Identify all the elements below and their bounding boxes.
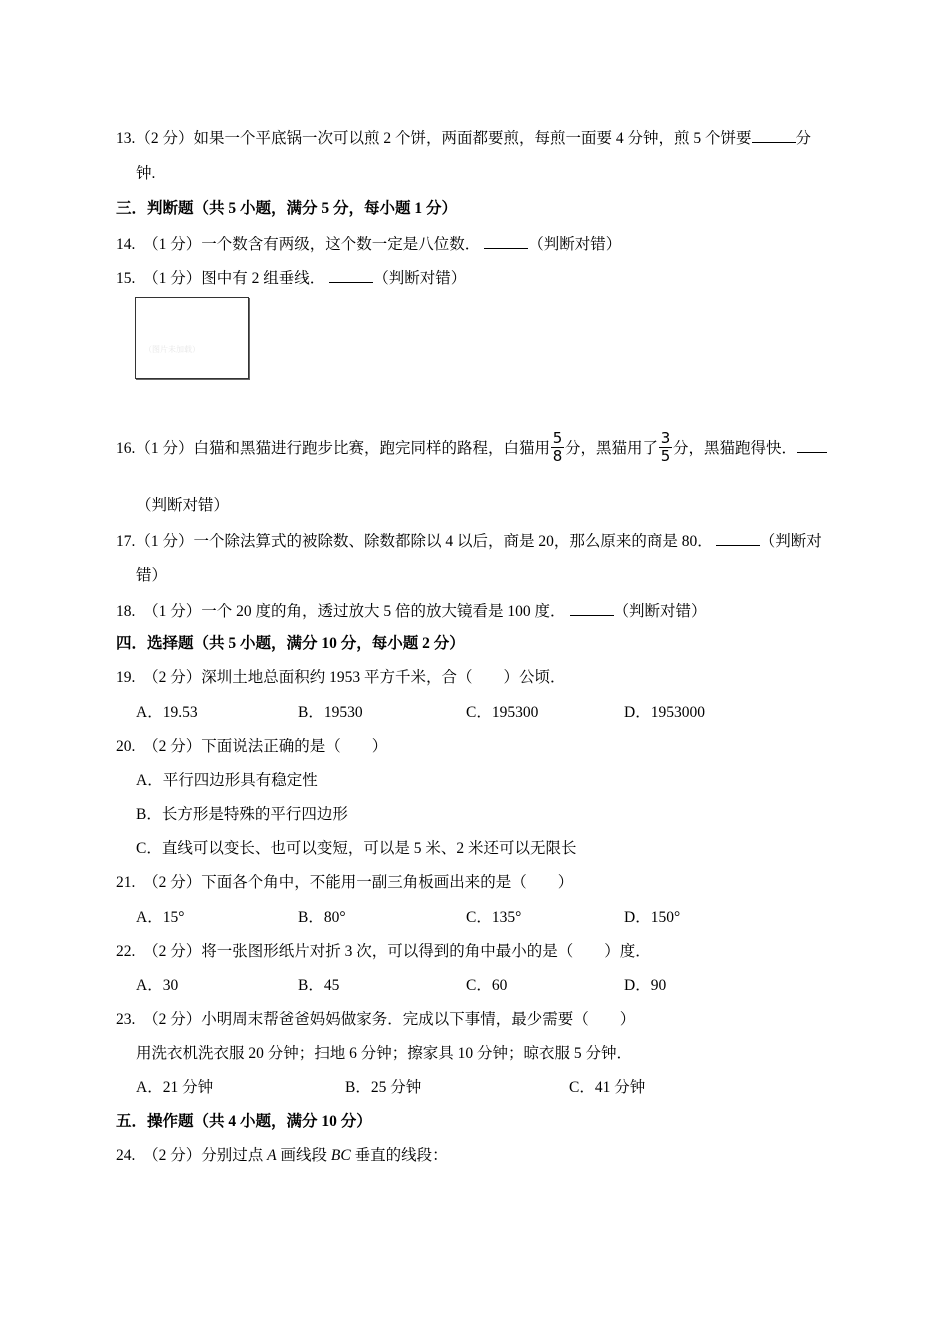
figure-caption: （图片未加载） (144, 345, 200, 354)
option-a[interactable]: A．30 (136, 977, 179, 994)
question-20: 20. （2 分）下面说法正确的是（ ） (116, 738, 388, 755)
question-17-cont: 错） (136, 567, 168, 584)
question-13: 13.（2 分）如果一个平底锅一次可以煎 2 个饼，两面都要煎，每煎一面要 4 分钟，煎 5 个饼要 分 (116, 127, 811, 149)
question-16-cont: （判断对错） (136, 497, 230, 514)
question-15: 15. （1 分）图中有 2 组垂线． （判断对错） (116, 267, 466, 289)
option-c[interactable]: C．直线可以变长、也可以变短，可以是 5 米、2 米还可以无限长 (136, 840, 577, 857)
option-b[interactable]: B．45 (298, 977, 340, 994)
question-14: 14. （1 分）一个数含有两级，这个数一定是八位数． （判断对错） (116, 233, 621, 255)
section-5-heading: 五．操作题（共 4 小题，满分 10 分） (116, 1113, 372, 1130)
fraction-three-fifths: $\frac{3}{5}$ (660, 429, 671, 465)
option-d[interactable]: D．150° (624, 909, 681, 926)
question-17: 17.（1 分）一个除法算式的被除数、除数都除以 4 以后，商是 20，那么原来的商是 80． （判断对 (116, 530, 822, 552)
answer-blank[interactable] (797, 437, 827, 453)
section-4-heading: 四．选择题（共 5 小题，满分 10 分，每小题 2 分） (116, 635, 465, 652)
section-3-heading: 三．判断题（共 5 小题，满分 5 分，每小题 1 分） (116, 200, 458, 217)
option-d[interactable]: D．1953000 (624, 704, 705, 721)
option-a[interactable]: A．平行四边形具有稳定性 (136, 772, 318, 789)
question-22: 22. （2 分）将一张图形纸片对折 3 次，可以得到的角中最小的是（ ）度． (116, 943, 651, 960)
option-b[interactable]: B．25 分钟 (345, 1079, 422, 1096)
option-c[interactable]: C．195300 (466, 704, 539, 721)
answer-blank[interactable] (329, 267, 373, 283)
question-23-detail: 用洗衣机洗衣服 20 分钟；扫地 6 分钟；擦家具 10 分钟；晾衣服 5 分钟． (136, 1045, 633, 1062)
answer-blank[interactable] (752, 127, 796, 143)
question-13-cont: 钟. (136, 165, 156, 182)
question-16: 16.（1 分）白猫和黑猫进行跑步比赛，跑完同样的路程，白猫用 $\frac{5}{8}$ 分，黑猫用了 $\frac{3}{5}$ 分，黑猫跑得快． (116, 432, 827, 467)
option-c[interactable]: C．41 分钟 (569, 1079, 646, 1096)
option-a[interactable]: A．19.53 (136, 704, 198, 721)
option-b[interactable]: B．长方形是特殊的平行四边形 (136, 806, 348, 823)
option-c[interactable]: C．60 (466, 977, 508, 994)
question-24: 24. （2 分）分别过点 A 画线段 BC 垂直的线段： (116, 1147, 448, 1164)
answer-blank[interactable] (716, 530, 760, 546)
option-a[interactable]: A．15° (136, 909, 185, 926)
question-18: 18. （1 分）一个 20 度的角，透过放大 5 倍的放大镜看是 100 度． （判断对错） (116, 600, 707, 622)
option-b[interactable]: B．80° (298, 909, 346, 926)
option-c[interactable]: C．135° (466, 909, 522, 926)
option-b[interactable]: B．19530 (298, 704, 363, 721)
fraction-five-eighths: $\frac{5}{8}$ (552, 429, 563, 465)
question-21: 21. （2 分）下面各个角中，不能用一副三角板画出来的是（ ） (116, 874, 574, 891)
question-19: 19. （2 分）深圳土地总面积约 1953 平方千米，合（ ）公顷． (116, 669, 566, 686)
option-a[interactable]: A．21 分钟 (136, 1079, 214, 1096)
answer-blank[interactable] (570, 600, 614, 616)
question-23: 23. （2 分）小明周末帮爸爸妈妈做家务．完成以下事情，最少需要（ ） (116, 1011, 636, 1028)
answer-blank[interactable] (484, 233, 528, 249)
option-d[interactable]: D．90 (624, 977, 667, 994)
figure-placeholder (135, 297, 249, 379)
